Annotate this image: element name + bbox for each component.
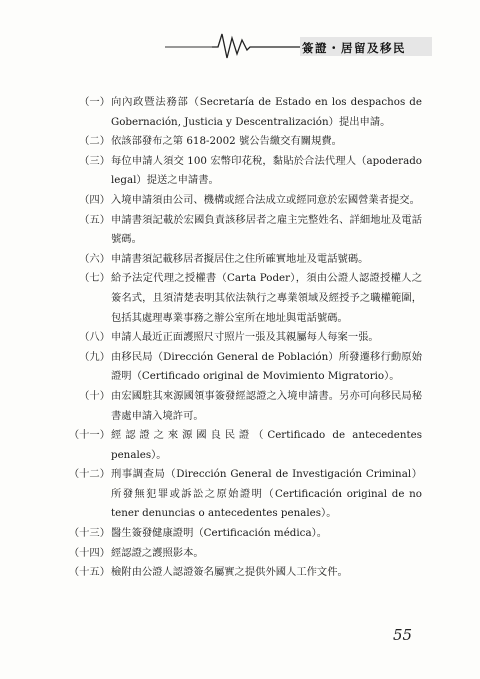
list-item: [70, 250, 422, 270]
list-item: [70, 387, 422, 426]
item-text: 檢附由公證人認證簽名屬實之提供外國人工作文件。: [111, 566, 348, 579]
item-number: （二）: [79, 135, 110, 148]
header-decoration: [0, 0, 480, 72]
list-item: [70, 563, 422, 583]
list-item: [70, 93, 422, 132]
list-item: [70, 211, 422, 250]
item-number: （一）: [79, 96, 110, 108]
page-header: [0, 0, 480, 72]
item-text: 由宏國駐其來源國領事簽發經認證之入境申請書。另亦可向移民局秘書處申請入境許可。: [111, 389, 422, 422]
item-number: （八）: [79, 331, 110, 344]
item-number: （十五）: [68, 566, 110, 579]
item-text: 申請人最近正面護照尺寸照片一張及其親屬每人每案一張。: [111, 331, 379, 344]
item-text: 入境申請須由公司、機構或經合法成立或經同意於宏國營業者提交。: [111, 193, 420, 206]
item-number: （十四）: [68, 546, 110, 559]
list-item: [70, 152, 422, 191]
item-number: （三）: [79, 154, 110, 167]
list-item: [70, 465, 422, 524]
item-text: 申請書須記載於宏國負責該移居者之雇主完整姓名、詳細地址及電話號碼。: [111, 213, 422, 246]
list-item: [70, 426, 422, 465]
item-number: （十）: [79, 389, 110, 402]
list-item: [70, 191, 422, 211]
item-text: 經認證之護照影本。: [111, 546, 204, 559]
item-text: 依該部發布之第 618-2002 號公告繳交有關規費。: [111, 135, 342, 148]
list-item: [70, 132, 422, 152]
page-number: 55: [393, 626, 413, 644]
item-text: 刑事調查局（Dirección General de Investigación Criminal）所發無犯罪或訴訟之原始證明（Certificación original de no tener denuncias o antecedentes penales）。: [111, 468, 422, 520]
item-number: （六）: [79, 252, 110, 265]
item-text: 每位申請人須交 100 宏幣印花稅，黏貼於合法代理人（apoderado legal）提送之申請書。: [111, 154, 422, 187]
requirements-list: [70, 93, 422, 583]
item-number: （九）: [79, 350, 110, 363]
item-number: （十一）: [68, 429, 110, 442]
heartbeat-line-icon: [212, 34, 300, 58]
list-item: [70, 524, 422, 544]
list-item: [70, 269, 422, 328]
item-number: （十三）: [68, 527, 110, 540]
list-item: [70, 348, 422, 387]
item-number: （十二）: [68, 468, 110, 481]
item-text: 向內政暨法務部（Secretaría de Estado en los despachos de Gobernación, Justicia y Descentralización）提出申請。: [111, 96, 422, 128]
list-item: [70, 544, 422, 564]
item-number: （四）: [79, 193, 110, 206]
header-title: 簽證・居留及移民: [302, 41, 406, 55]
item-text: 經認證之來源國良民證（Certificado de antecedentes penales）。: [111, 429, 422, 461]
item-text: 申請書須記載移居者擬居住之住所確實地址及電話號碼。: [111, 252, 369, 265]
item-text: 由移民局（Dirección General de Población）所發遷移行動原始證明（Certificado original de Movimiento Migratorio）。: [111, 350, 422, 383]
item-number: （七）: [79, 272, 110, 285]
item-text: 給予法定代理之授權書（Carta Poder），須由公證人認證授權人之簽名式，且須清楚表明其依法執行之專業領域及經授予之職權範圍，包括其處理專業事務之辦公室所在地址與電話號碼。: [111, 272, 422, 324]
item-text: 醫生簽發健康證明（Certificación médica）。: [111, 527, 328, 540]
list-item: [70, 328, 422, 348]
item-number: （五）: [79, 213, 110, 226]
